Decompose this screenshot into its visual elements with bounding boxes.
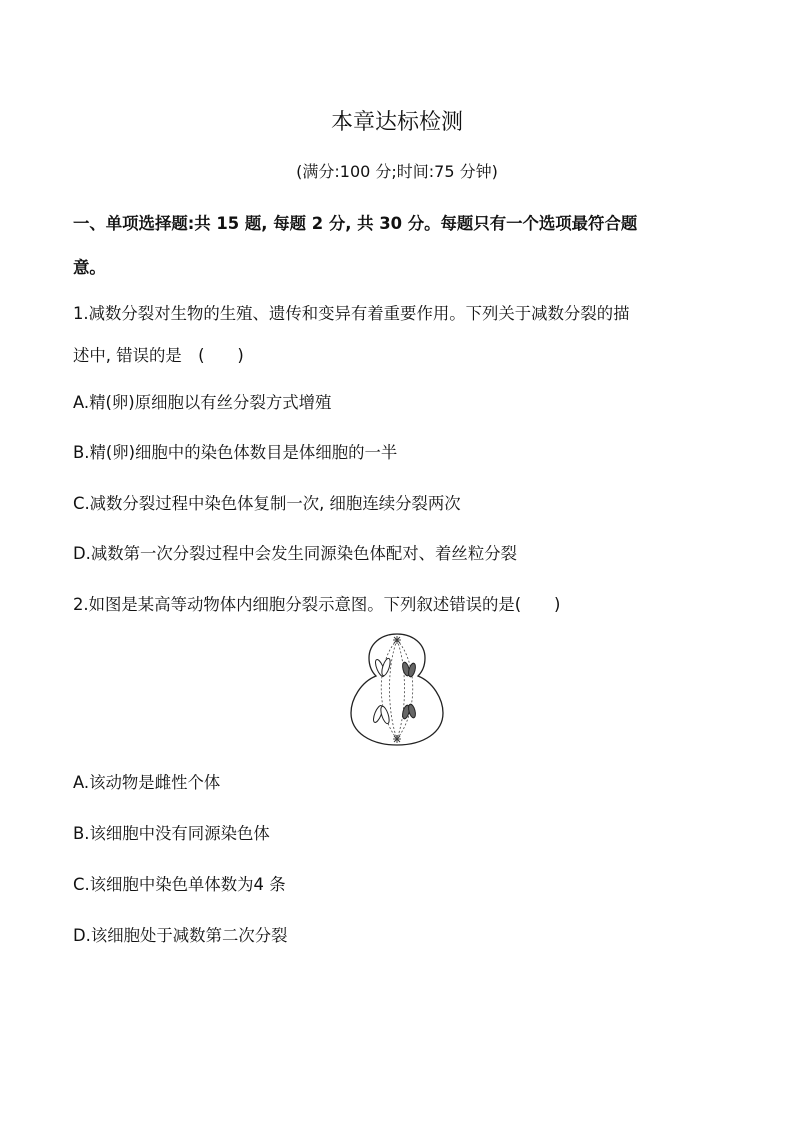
- page-title: 本章达标检测: [330, 110, 463, 135]
- spindle-fibers: [381, 640, 413, 739]
- cell-membrane: [351, 634, 443, 745]
- chromosome-white-lower: [372, 704, 391, 724]
- question-1-stem: 1.减数分裂对生物的生殖、遗传和变异有着重要作用。下列关于减数分裂的描: [73, 304, 630, 323]
- question-2-option-b: B.该细胞中没有同源染色体: [73, 824, 270, 843]
- chromosome-white-upper: [374, 657, 392, 677]
- question-1-option-c: C.减数分裂过程中染色体复制一次, 细胞连续分裂两次: [73, 494, 461, 513]
- question-1-option-d: D.减数第一次分裂过程中会发生同源染色体配对、着丝粒分裂: [73, 544, 517, 563]
- question-2-stem: 2.如图是某高等动物体内细胞分裂示意图。下列叙述错误的是( ): [73, 595, 561, 614]
- page-subtitle: (满分:100 分;时间:75 分钟): [296, 162, 498, 181]
- cell-division-diagram: [349, 631, 445, 749]
- question-2-option-c: C.该细胞中染色单体数为4 条: [73, 875, 286, 894]
- chromosome-dark-lower: [401, 703, 416, 719]
- chromosome-dark-upper: [401, 661, 416, 677]
- question-2-option-a: A.该动物是雌性个体: [73, 773, 221, 792]
- question-2-option-d: D.该细胞处于减数第二次分裂: [73, 926, 288, 945]
- question-1-option-b: B.精(卵)细胞中的染色体数目是体细胞的一半: [73, 443, 398, 462]
- section-heading: 一、单项选择题:共 15 题, 每题 2 分, 共 30 分。每题只有一个选项最符合题: [73, 214, 638, 233]
- section-heading-continued: 意。: [73, 258, 106, 277]
- question-1-option-a: A.精(卵)原细胞以有丝分裂方式增殖: [73, 393, 332, 412]
- question-1-stem-continued: 述中, 错误的是 ( ): [73, 346, 244, 365]
